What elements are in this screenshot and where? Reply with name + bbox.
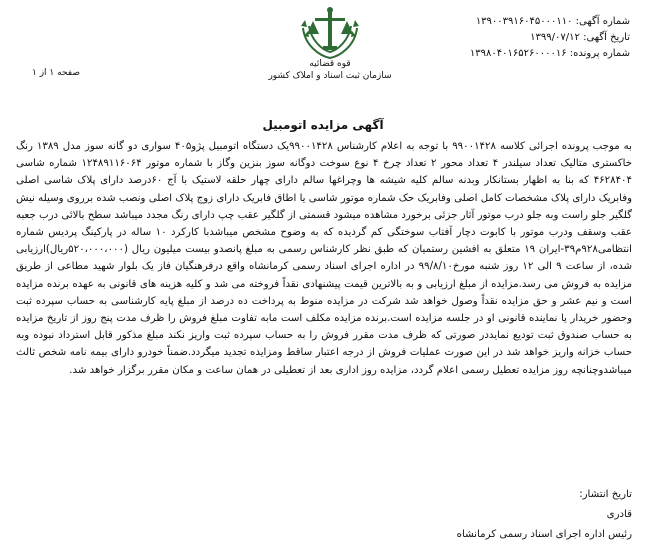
notice-number: شماره آگهی: ۱۳۹۰۰۳۹۱۶۰۴۵۰۰۰۱۱۰ (475, 16, 630, 27)
notice-body: به موجب پرونده اجرائی کلاسه ۹۹۰۰۱۴۲۸ با توجه به اعلام کارشناس ۹۹۰۰۱۴۲۸یک دستگاه اتومبیل پژو۴۰۵ سواری دو گانه سوز مدل ۱۳۸۹ رنگ خاکستری متالیک تعداد سیلندر ۴ تعداد محور ۲ تعداد چرخ ۴ نوع سوخت دوگانه سوز بنزین وگاز با شماره موتور ۱۲۴۸۹۱۱۶۰۶۴ شماره شاسی ۴۶۲۸۴۰۴ که بنا به اظهار بستانکار وبدنه سالم کلیه شیشه ها وچراغها سالم دارای چهار حلقه لاستیک با آج ۶۰درصد دارای پلاک شاسی اصلی وفابریک دارای پلاک مشخصات کامل اصلی وفابریک حک شماره موتور شاسی یا اطاق فابریک دارای زوج پلاک اصلی ونصب شده برروی وسیله نیش گلگیر جلو راست وبه جلو درب موتور آثار جزئی برخورد مشاهده میشود قسمتی از گلگیر عقب چپ دارای رنگ مجدد میباشد سطح بالائی درب جعبه عقب وسقف ودرب موتور با کابوت دچار آفتاب سوختگی کم گردیده که به وضوح مشخص میباشدبا کارکرد ۱۰ ساله در پارکینگ پردیس شماره انتظامی۹۲۸م۳۹-ایران ۱۹ متعلق به افشین رستمیان که طبق نظر کارشناس رسمی به مبلغ پانصدو بیست میلیون ریال (۵۲۰،۰۰۰،۰۰۰ریال)ارزیابی شده، از ساعت ۹ الی ۱۲ روز شنبه مورخ۹۹/۸/۱۰ در اداره اجرای اسناد رسمی کرمانشاه واقع درفرهنگیان فاز یک بلوار شهید مطاعی از طریق مزایده به فروش می رسد.مزایده از مبلغ ارزیابی و به بالاترین قیمت پیشنهادی نقداً فروخته می شد و کلیه هزینه های قانونی به عهده برنده مزایده است و نیم عشر و حق مزایده نقداً وصول خواهد شد شرکت در مزایده منوط به پرداخت ده درصد از مبلغ پایه کارشناسی به حساب سپرده ثبت وحضور خریدار یا نماینده قانونی او در جلسه مزایده است.برنده مزایده مکلف است مابه تفاوت مبلغ فروش را ظرف مدت پنج روز از تاریخ مزایده به حساب صندوق ثبت تودیع نمایددر صورتی که ظرف مدت مقرر فروش را به حساب سپرده ثبت واریز نکند مبلغ مذکور قابل استرداد نبوده وبه حساب خزانه واریز خواهد شد در این صورت عملیات فروش از درجه اعتبار ساقط ومزایده تجدید میگردد.ضمناً خودرو دارای بیمه نامه شخص ثالث میباشدوچنانچه روز مزایده تعطیل رسمی اعلام گردد، مزایده روز اداری بعد از تعطیلی در همان ساعت و مکان مقرر برگزار خواهد شد. (16, 141, 632, 376)
organization-name (250, 58, 410, 82)
signer-title: رئیس اداره اجرای اسناد رسمی کرمانشاه (456, 529, 632, 540)
page-number: صفحه ۱ از ۱ (32, 68, 80, 78)
notice-footer (232, 485, 632, 545)
organization-line2: سازمان ثبت اسناد و املاک کشور (268, 71, 392, 81)
notice-title: آگهی مزایده اتومبیل (262, 118, 384, 132)
notice-meta (380, 14, 630, 62)
file-number: شماره پرونده: ۱۳۹۸۰۴۰۱۶۵۲۶۰۰۰۰۱۶ (469, 48, 630, 59)
signer-name: قادری (606, 509, 632, 520)
organization-line1: قوه قضائیه (309, 59, 351, 69)
publish-date-label: تاریخ انتشار: (579, 489, 632, 500)
notice-date: تاریخ آگهی: ۱۳۹۹/۰۷/۱۲ (530, 32, 630, 43)
